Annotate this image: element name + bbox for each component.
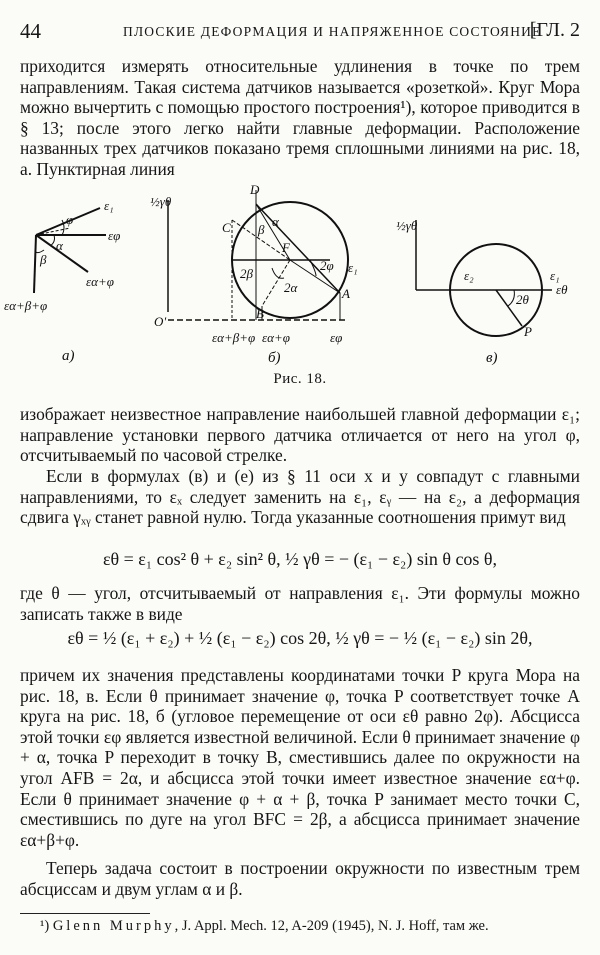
panel-c-label: в)	[486, 350, 498, 366]
panel-b-x3: εφ	[330, 330, 343, 345]
panel-c-mohr-circle	[416, 220, 552, 336]
panel-a-eaphi: εα+φ	[86, 274, 114, 289]
figure-18-drawing	[0, 180, 600, 380]
footnote-author: Glenn Murphy	[52, 918, 175, 934]
chapter-marker: [ГЛ. 2	[529, 19, 580, 41]
paragraph-2	[20, 404, 580, 466]
footnote	[40, 918, 580, 935]
panel-a-ephi: εφ	[108, 228, 121, 243]
panel-a-eabphi: εα+β+φ	[4, 298, 48, 313]
footnote-text: , J. Appl. Mech. 12, A-209 (1945), N. J. Hoff, там же.	[174, 918, 489, 934]
panel-b-alpha: α	[272, 214, 279, 229]
paragraph-4-text: где θ — угол, отсчитываемый от направления ε₁. Эти формулы можно записать также в виде	[20, 583, 580, 624]
paragraph-1	[20, 56, 580, 180]
paragraph-3	[20, 466, 580, 528]
panel-b-twobeta: 2β	[240, 266, 253, 281]
paragraph-5-text: причем их значения представлены координатами точки P круга Мора на рис. 18, в. Если θ принимает значение φ, точка P соответствует точке A круга на рис. 18, б (угловое перемещение от оси εθ равно 2φ). Абсцисса этой точки εφ является известной величиной. Если θ принимает значение φ + α, точка P переходит в точку B, сместившись далее по окружности на угол AFB = 2α, и абсцисса этой точки имеет известное значение εα+φ. Если θ принимает значение φ + α + β, точка P занимает место точки C, сместившись по дуге на угол BFC = 2β, а абсцисса принимает значение εα+β+φ.	[20, 665, 580, 850]
panel-b-x2: εα+φ	[262, 330, 290, 345]
figure-caption: Рис. 18.	[273, 371, 327, 387]
panel-b-beta: β	[258, 222, 265, 237]
panel-c-e1: ε₁	[550, 268, 560, 283]
footnote-rule	[20, 913, 150, 914]
panel-b-yaxis: ½γθ	[150, 194, 172, 209]
figure-18	[0, 180, 600, 400]
panel-b-A: A	[342, 286, 350, 301]
panel-b-mohr-circle	[168, 190, 348, 320]
panel-b-e1: ε₁	[348, 260, 358, 275]
panel-b-twoalpha: 2α	[284, 280, 298, 295]
equation-1: εθ = ε₁ cos² θ + ε₂ sin² θ, ½ γθ = − (ε₁ − ε₂) sin θ cos θ,	[102, 549, 498, 569]
running-header	[20, 19, 580, 41]
paragraph-2-text: изображает неизвестное направление наибольшей главной деформации ε₁; направление установки первого датчика отличается от него на угол φ, отсчитываемый по часовой стрелке.	[20, 404, 580, 466]
panel-b-origin: O'	[154, 314, 167, 329]
panel-a-label: а)	[62, 348, 75, 364]
panel-b-B: B	[256, 306, 264, 321]
panel-b-x1: εα+β+φ	[212, 330, 256, 345]
paragraph-4	[20, 583, 580, 624]
panel-c-twotheta: 2θ	[516, 292, 529, 307]
panel-b-C: C	[222, 220, 231, 235]
panel-b-label: б)	[268, 350, 281, 366]
panel-c-yaxis: ½γθ	[396, 218, 418, 233]
panel-b-F: F	[282, 240, 290, 255]
panel-a-beta: β	[40, 252, 47, 267]
panel-b-twophi: 2φ	[320, 258, 334, 273]
paragraph-1-text: приходится измерять относительные удлинения в точке по трем направлениям. Такая система датчиков называется «розеткой». Круг Мора можно вычертить с помощью простого построения¹), которое приводится в § 13; после этого легко найти главные деформации. Расположение названных трех датчиков показано тремя сплошными линиями на рис. 18, а. Пунктирная линия	[20, 56, 580, 179]
panel-c-P: P	[524, 324, 532, 339]
panel-a-e1: ε₁	[104, 198, 114, 213]
paragraph-5	[20, 665, 580, 850]
panel-c-etheta: εθ	[556, 282, 568, 297]
paragraph-3-text: Если в формулах (в) и (е) из § 11 оси x и y совпадут с главными направлениями, то εₓ следует заменить на ε₁, εᵧ — на ε₂, а деформация сдвига γₓᵧ станет равной нулю. Тогда указанные соотношения примут вид	[20, 466, 580, 528]
paragraph-6-text: Теперь задача состоит в построении окружности по известным трем абсциссам и двум углам α и β.	[20, 858, 580, 899]
running-title: ПЛОСКИЕ ДЕФОРМАЦИЯ И НАПРЯЖЕННОЕ СОСТОЯНИЕ	[123, 24, 542, 39]
panel-a-alpha: α	[56, 238, 63, 253]
footnote-mark: ¹)	[40, 918, 50, 934]
page-number: 44	[20, 19, 41, 43]
panel-a-phi: φ	[66, 212, 74, 227]
equation-2: εθ = ½ (ε₁ + ε₂) + ½ (ε₁ − ε₂) cos 2θ, ½ γθ = − ½ (ε₁ − ε₂) sin 2θ,	[67, 628, 533, 648]
panel-c-e2: ε₂	[464, 268, 474, 283]
paragraph-6	[20, 858, 580, 899]
panel-b-D: D	[250, 182, 260, 197]
